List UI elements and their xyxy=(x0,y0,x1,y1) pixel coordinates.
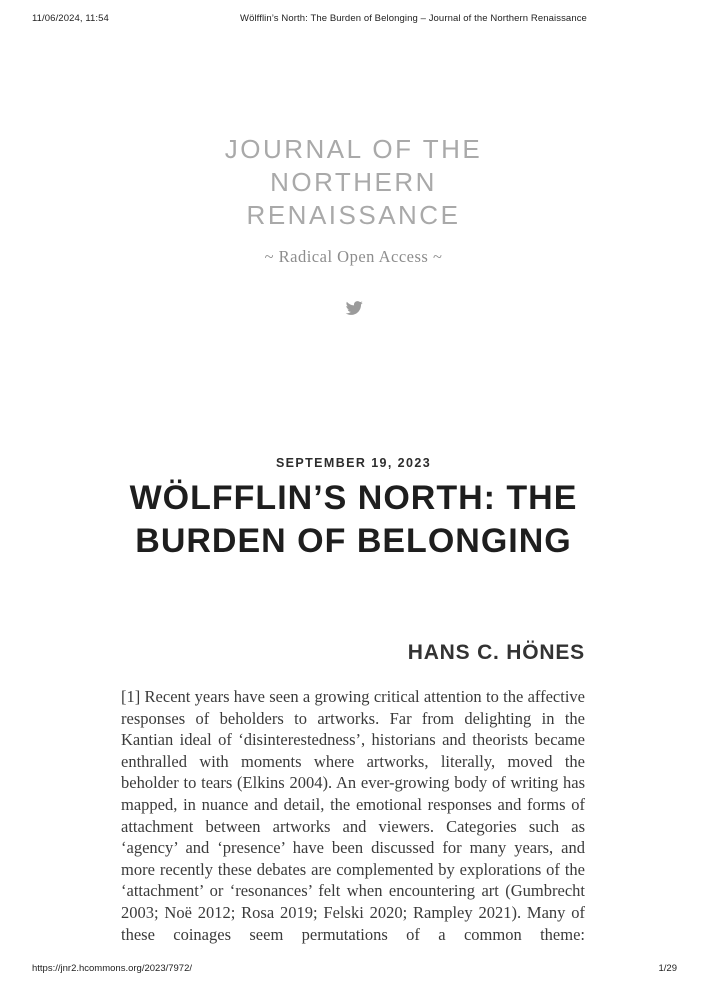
print-footer-url: https://jnr2.hcommons.org/2023/7972/ xyxy=(32,963,193,974)
article-title-line: WÖLFFLIN’S NORTH: THE xyxy=(129,479,578,517)
article-title-line: BURDEN OF BELONGING xyxy=(135,522,572,560)
print-footer-page-indicator: 1/29 xyxy=(658,963,677,974)
print-header-datetime: 11/06/2024, 11:54 xyxy=(32,13,109,24)
article-author: HANS C. HÖNES xyxy=(407,641,585,664)
twitter-icon[interactable] xyxy=(343,299,364,317)
journal-logo[interactable] xyxy=(0,133,707,232)
article-paragraph: [1] Recent years have seen a growing critical attention to the affective responses of beholders to artworks. Far from delighting in the Kantian ideal of ‘disinterestedness’, historians and theorists became enthralled with moments where artworks, literally, moved the beholder to tears (Elkins 2004). An ever-growing body of writing has mapped, in nuance and detail, the emotional responses and forms of attachment between artworks and viewers. Categories such as ‘agency’ and ‘presence’ have been discussed for many years, and more recently these debates are complemented by explorations of the ‘attachment’ or ‘resonances’ felt when encountering art (Gumbrecht 2003; Noë 2012; Rosa 2019; Felski 2020; Rampley 2021). Many of these coinages seem permutations of a common theme: xyxy=(121,687,585,944)
article-date: SEPTEMBER 19, 2023 xyxy=(275,456,432,470)
journal-logo-line: RENAISSANCE xyxy=(246,200,461,230)
journal-logo-line: JOURNAL OF THE xyxy=(224,134,483,164)
journal-logo-line: NORTHERN xyxy=(270,167,437,197)
journal-tagline: ~ Radical Open Access ~ xyxy=(264,247,443,266)
print-header-document-title: Wölfflin’s North: The Burden of Belonging – Journal of the Northern Renaissance xyxy=(240,13,587,24)
article-title xyxy=(0,477,707,563)
